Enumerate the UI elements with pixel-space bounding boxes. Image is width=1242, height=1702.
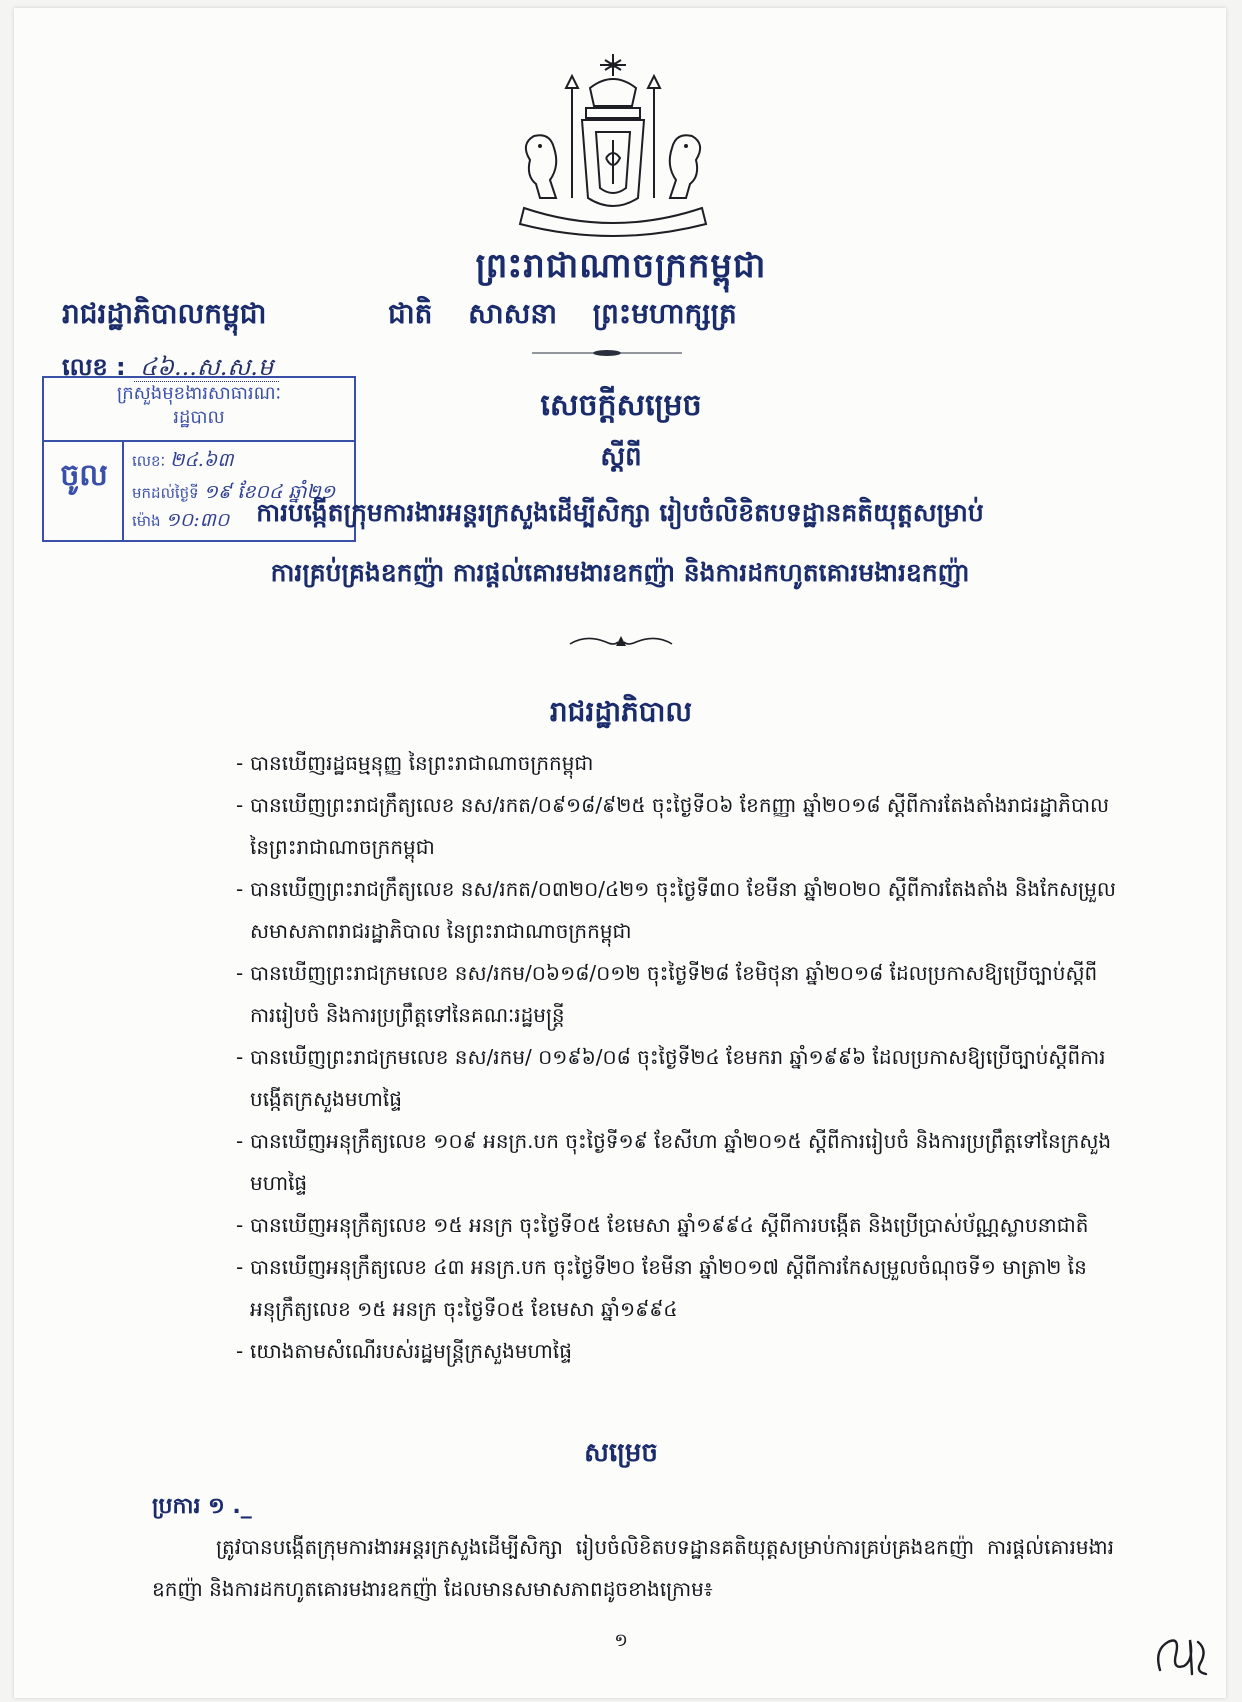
royal-coat-of-arms	[510, 48, 716, 244]
stamp-number-value: ២៤.៦៣	[169, 449, 234, 471]
list-item: - បានឃើញព្រះរាជក្រមលេខ នស/រកម/០៦១៨/០១២ ចុះថ្ងៃទី២៨ ខែមិថុនា ឆ្នាំ២០១៨ ដែលប្រកាសឱ្យប្រើច្បាប់ស្តីពីការរៀបចំ និងការប្រព្រឹត្តទៅនៃគណៈរដ្ឋមន្ត្រី	[240, 952, 1120, 1036]
subject-line-1: ការបង្កើតក្រុមការងារអន្តរក្រសួងដើម្បីសិក្សា រៀបចំលិខិតបទដ្ឋានគតិយុត្តសម្រាប់	[256, 498, 984, 527]
list-item: - បានឃើញព្រះរាជក្រមលេខ នស/រកម/ ០១៩៦/០៨ ចុះថ្ងៃទី២៤ ខែមករា ឆ្នាំ១៩៩៦ ដែលប្រកាសឱ្យប្រើច្បាប់ស្តីពីការបង្កើតក្រសួងមហាផ្ទៃ	[240, 1036, 1120, 1120]
stamp-date-value: ១៩ ខែ០៤ ឆ្នាំ២១	[203, 481, 336, 503]
issuer-heading: រាជរដ្ឋាភិបាល	[549, 695, 693, 728]
stamp-date-label: មកដល់ថ្ងៃទី	[132, 484, 199, 502]
stamp-received-label: ចូល	[60, 458, 108, 493]
handwritten-initials	[1150, 1620, 1214, 1682]
government-name: រាជរដ្ឋាភិបាលកម្ពុជា	[62, 297, 267, 330]
list-item: - បានឃើញព្រះរាជក្រឹត្យលេខ នស/រកត/០៣២០/៤២១ ចុះថ្ងៃទី៣០ ខែមីនា ឆ្នាំ២០២០ ស្តីពីការតែងតាំង និងកែសម្រួលសមាសភាពរាជរដ្ឋាភិបាល នៃព្រះរាជាណាចក្រកម្ពុជា	[240, 868, 1120, 952]
stamp-number-label: លេខៈ	[132, 452, 166, 470]
list-item: - បានឃើញរដ្ឋធម្មនុញ្ញ នៃព្រះរាជាណាចក្រកម្ពុជា	[240, 742, 1120, 784]
list-item: - បានឃើញអនុក្រឹត្យលេខ ១០៩ អនក្រ.បក ចុះថ្ងៃទី១៩ ខែសីហា ឆ្នាំ២០១៥ ស្តីពីការរៀបចំ និងការប្រព្រឹត្តទៅនៃក្រសួងមហាផ្ទៃ	[240, 1120, 1120, 1204]
legal-references-list	[240, 742, 1120, 1372]
list-item: - យោងតាមសំណើរបស់រដ្ឋមន្ត្រីក្រសួងមហាផ្ទៃ	[240, 1330, 1120, 1372]
list-item: - បានឃើញអនុក្រឹត្យលេខ ៤៣ អនក្រ.បក ចុះថ្ងៃទី២០ ខែមីនា ឆ្នាំ២០១៧ ស្តីពីការកែសម្រួលចំណុចទី១ មាត្រា២ នៃអនុក្រឹត្យលេខ ១៥ អនក្រ ចុះថ្ងៃទី០៥ ខែមេសា ឆ្នាំ១៩៩៤	[240, 1246, 1120, 1330]
stamp-department: រដ្ឋបាល	[173, 407, 225, 428]
list-item: - បានឃើញអនុក្រឹត្យលេខ ១៥ អនក្រ ចុះថ្ងៃទី០៥ ខែមេសា ឆ្នាំ១៩៩៤ ស្តីពីការបង្កើត និងប្រើប្រាស់ប័ណ្ណស្លាបនាជាតិ	[240, 1204, 1120, 1246]
document-type: សេចក្តីសម្រេច	[540, 388, 702, 423]
national-motto: ជាតិ សាសនា ព្រះមហាក្សត្រ	[388, 297, 737, 330]
section-flourish	[566, 632, 676, 652]
stamp-time-label: ម៉ោង	[132, 512, 161, 530]
list-item: - បានឃើញព្រះរាជក្រឹត្យលេខ នស/រកត/០៩១៨/៩២៥ ចុះថ្ងៃទី០៦ ខែកញ្ញា ឆ្នាំ២០១៨ ស្តីពីការតែងតាំងរាជរដ្ឋាភិបាល នៃព្រះរាជាណាចក្រកម្ពុជា	[240, 784, 1120, 868]
about-label: ស្តីពី	[600, 442, 642, 472]
kingdom-title: ព្រះរាជាណាចក្រកម្ពុជា	[475, 246, 767, 286]
subject-line-2: ការគ្រប់គ្រងឧកញ៉ា ការផ្តល់គោរមងារឧកញ៉ា និងការដកហូតគោរមងារឧកញ៉ា	[270, 558, 970, 587]
article-1-text: ត្រូវបានបង្កើតក្រុមការងារអន្តរក្រសួងដើម្បីសិក្សា រៀបចំលិខិតបទដ្ឋានគតិយុត្តសម្រាប់ការគ្រប់គ្រងឧកញ៉ា ការផ្តល់គោរមងារឧកញ៉ា និងការដកហូតគោរមងារឧកញ៉ា ដែលមានសមាសភាពដូចខាងក្រោម៖	[152, 1535, 1114, 1601]
article-1-label: ប្រការ ១ ._	[152, 1494, 252, 1519]
decision-heading: សម្រេច	[584, 1438, 658, 1468]
header-ornament	[532, 348, 682, 358]
reference-label: លេខ :	[62, 353, 126, 381]
stamp-time-value: ១០:៣០	[165, 509, 230, 531]
page-number: ១	[614, 1630, 628, 1651]
reference-value: ៤៦...ស.ស.ម	[134, 353, 279, 382]
stamp-ministry-name: ក្រសួងមុខងារសាធារណៈ	[116, 383, 282, 404]
